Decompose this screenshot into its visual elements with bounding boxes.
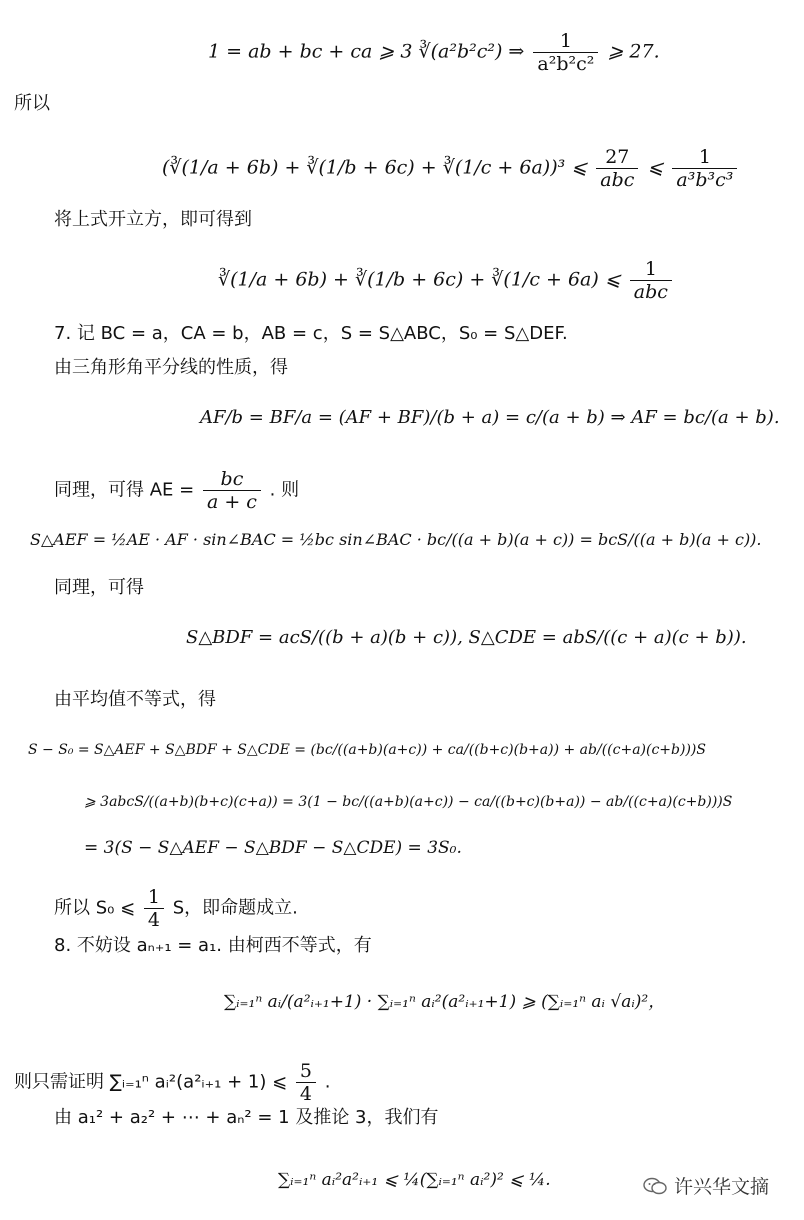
text-line-20	[14, 1060, 330, 1105]
fraction: $\frac{1}{\text{a³b³c³}}$	[672, 146, 737, 191]
watermark-text: 许兴华文摘	[674, 1176, 770, 1198]
fraction: $\frac{bc}{a + c}$	[203, 468, 261, 513]
equation-text: ⩽	[647, 156, 664, 179]
text: .	[324, 1071, 331, 1093]
problem-8-heading: 8. 不妨设 aₙ₊₁ = a₁. 由柯西不等式，有	[54, 935, 372, 956]
text: 则只需证明 ∑ᵢ₌₁ⁿ aᵢ²(a²ᵢ₊₁ + 1) ⩽	[14, 1071, 288, 1093]
equation-line-19: ∑ᵢ₌₁ⁿ aᵢ/(a²ᵢ₊₁+1) · ∑ᵢ₌₁ⁿ aᵢ²(a²ᵢ₊₁+1) ⩾ (∑ᵢ₌₁ⁿ aᵢ √aᵢ)²，	[224, 992, 666, 1012]
equation-text: ∛(1/a + 6b) + ∛(1/b + 6c) + ∛(1/c + 6a) ⩽	[218, 268, 621, 291]
equation-text: (∛(1/a + 6b) + ∛(1/b + 6c) + ∛(1/c + 6a))³ ⩽	[162, 156, 588, 179]
fraction: $\frac{5}{4}$	[296, 1060, 316, 1105]
equation-line-5	[218, 258, 675, 303]
equation-line-22: ∑ᵢ₌₁ⁿ aᵢ²a²ᵢ₊₁ ⩽ ¼(∑ᵢ₌₁ⁿ aᵢ²)² ⩽ ¼.	[278, 1170, 551, 1190]
equation-line-15: ⩾ 3abcS/((a+b)(b+c)(c+a)) = 3(1 − bc/((a+b)(a+c)) − ca/((b+c)(b+a)) − ab/((c+a)(c+b)))S	[84, 794, 733, 810]
text-line: 所以	[14, 93, 50, 114]
fraction: $\frac{27}{\text{abc}}$	[596, 146, 638, 191]
watermark	[642, 1172, 769, 1199]
text-line: 由三角形角平分线的性质，得	[54, 357, 288, 378]
equation-line-12: S△BDF = acS/((b + a)(b + c)), S△CDE = abS/((c + a)(c + b)).	[186, 627, 747, 648]
text-line: 将上式开立方，即可得到	[54, 209, 252, 230]
equation-line-16: = 3(S − S△AEF − S△BDF − S△CDE) = 3S₀.	[84, 838, 462, 858]
equation-line-3	[162, 146, 740, 191]
text: 所以 S₀ ⩽	[54, 897, 136, 919]
text: 同理，可得 AE =	[54, 479, 195, 501]
text: S，即命题成立.	[172, 897, 298, 919]
fraction: $\frac{1}{\text{abc}}$	[630, 258, 672, 303]
wechat-icon	[642, 1176, 668, 1196]
text-line: 由平均值不等式，得	[54, 689, 216, 710]
text-line: 由 a₁² + a₂² + ⋯ + aₙ² = 1 及推论 3，我们有	[54, 1107, 439, 1128]
fraction: $\frac{1}{4}$	[144, 886, 164, 931]
fraction: $\frac{1}{\text{a²b²c²}}$	[533, 30, 598, 75]
text-line-17	[54, 886, 298, 931]
equation-line-14: S − S₀ = S△AEF + S△BDF + S△CDE = (bc/((a+b)(a+c)) + ca/((b+c)(b+a)) + ab/((c+a)(c+b)))S	[28, 742, 706, 758]
equation-line-8: AF/b = BF/a = (AF + BF)/(b + a) = c/(a + b) ⇒ AF = bc/(a + b).	[200, 407, 780, 428]
equation-line-1	[208, 30, 660, 75]
problem-7-heading: 7. 记 BC = a，CA = b，AB = c，S = S△ABC，S₀ = S△DEF.	[54, 323, 568, 344]
equation-text: 1 = ab + bc + ca ⩾ 3 ∛(a²b²c²) ⇒	[208, 40, 525, 63]
equation-line-10: S△AEF = ½AE · AF · sin∠BAC = ½bc sin∠BAC · bc/((a + b)(a + c)) = bcS/((a + b)(a + c)).	[30, 530, 762, 549]
text-line: 同理，可得	[54, 577, 144, 598]
text: . 则	[269, 479, 300, 501]
text-line-9	[54, 468, 299, 513]
equation-text: ⩾ 27.	[607, 40, 660, 63]
